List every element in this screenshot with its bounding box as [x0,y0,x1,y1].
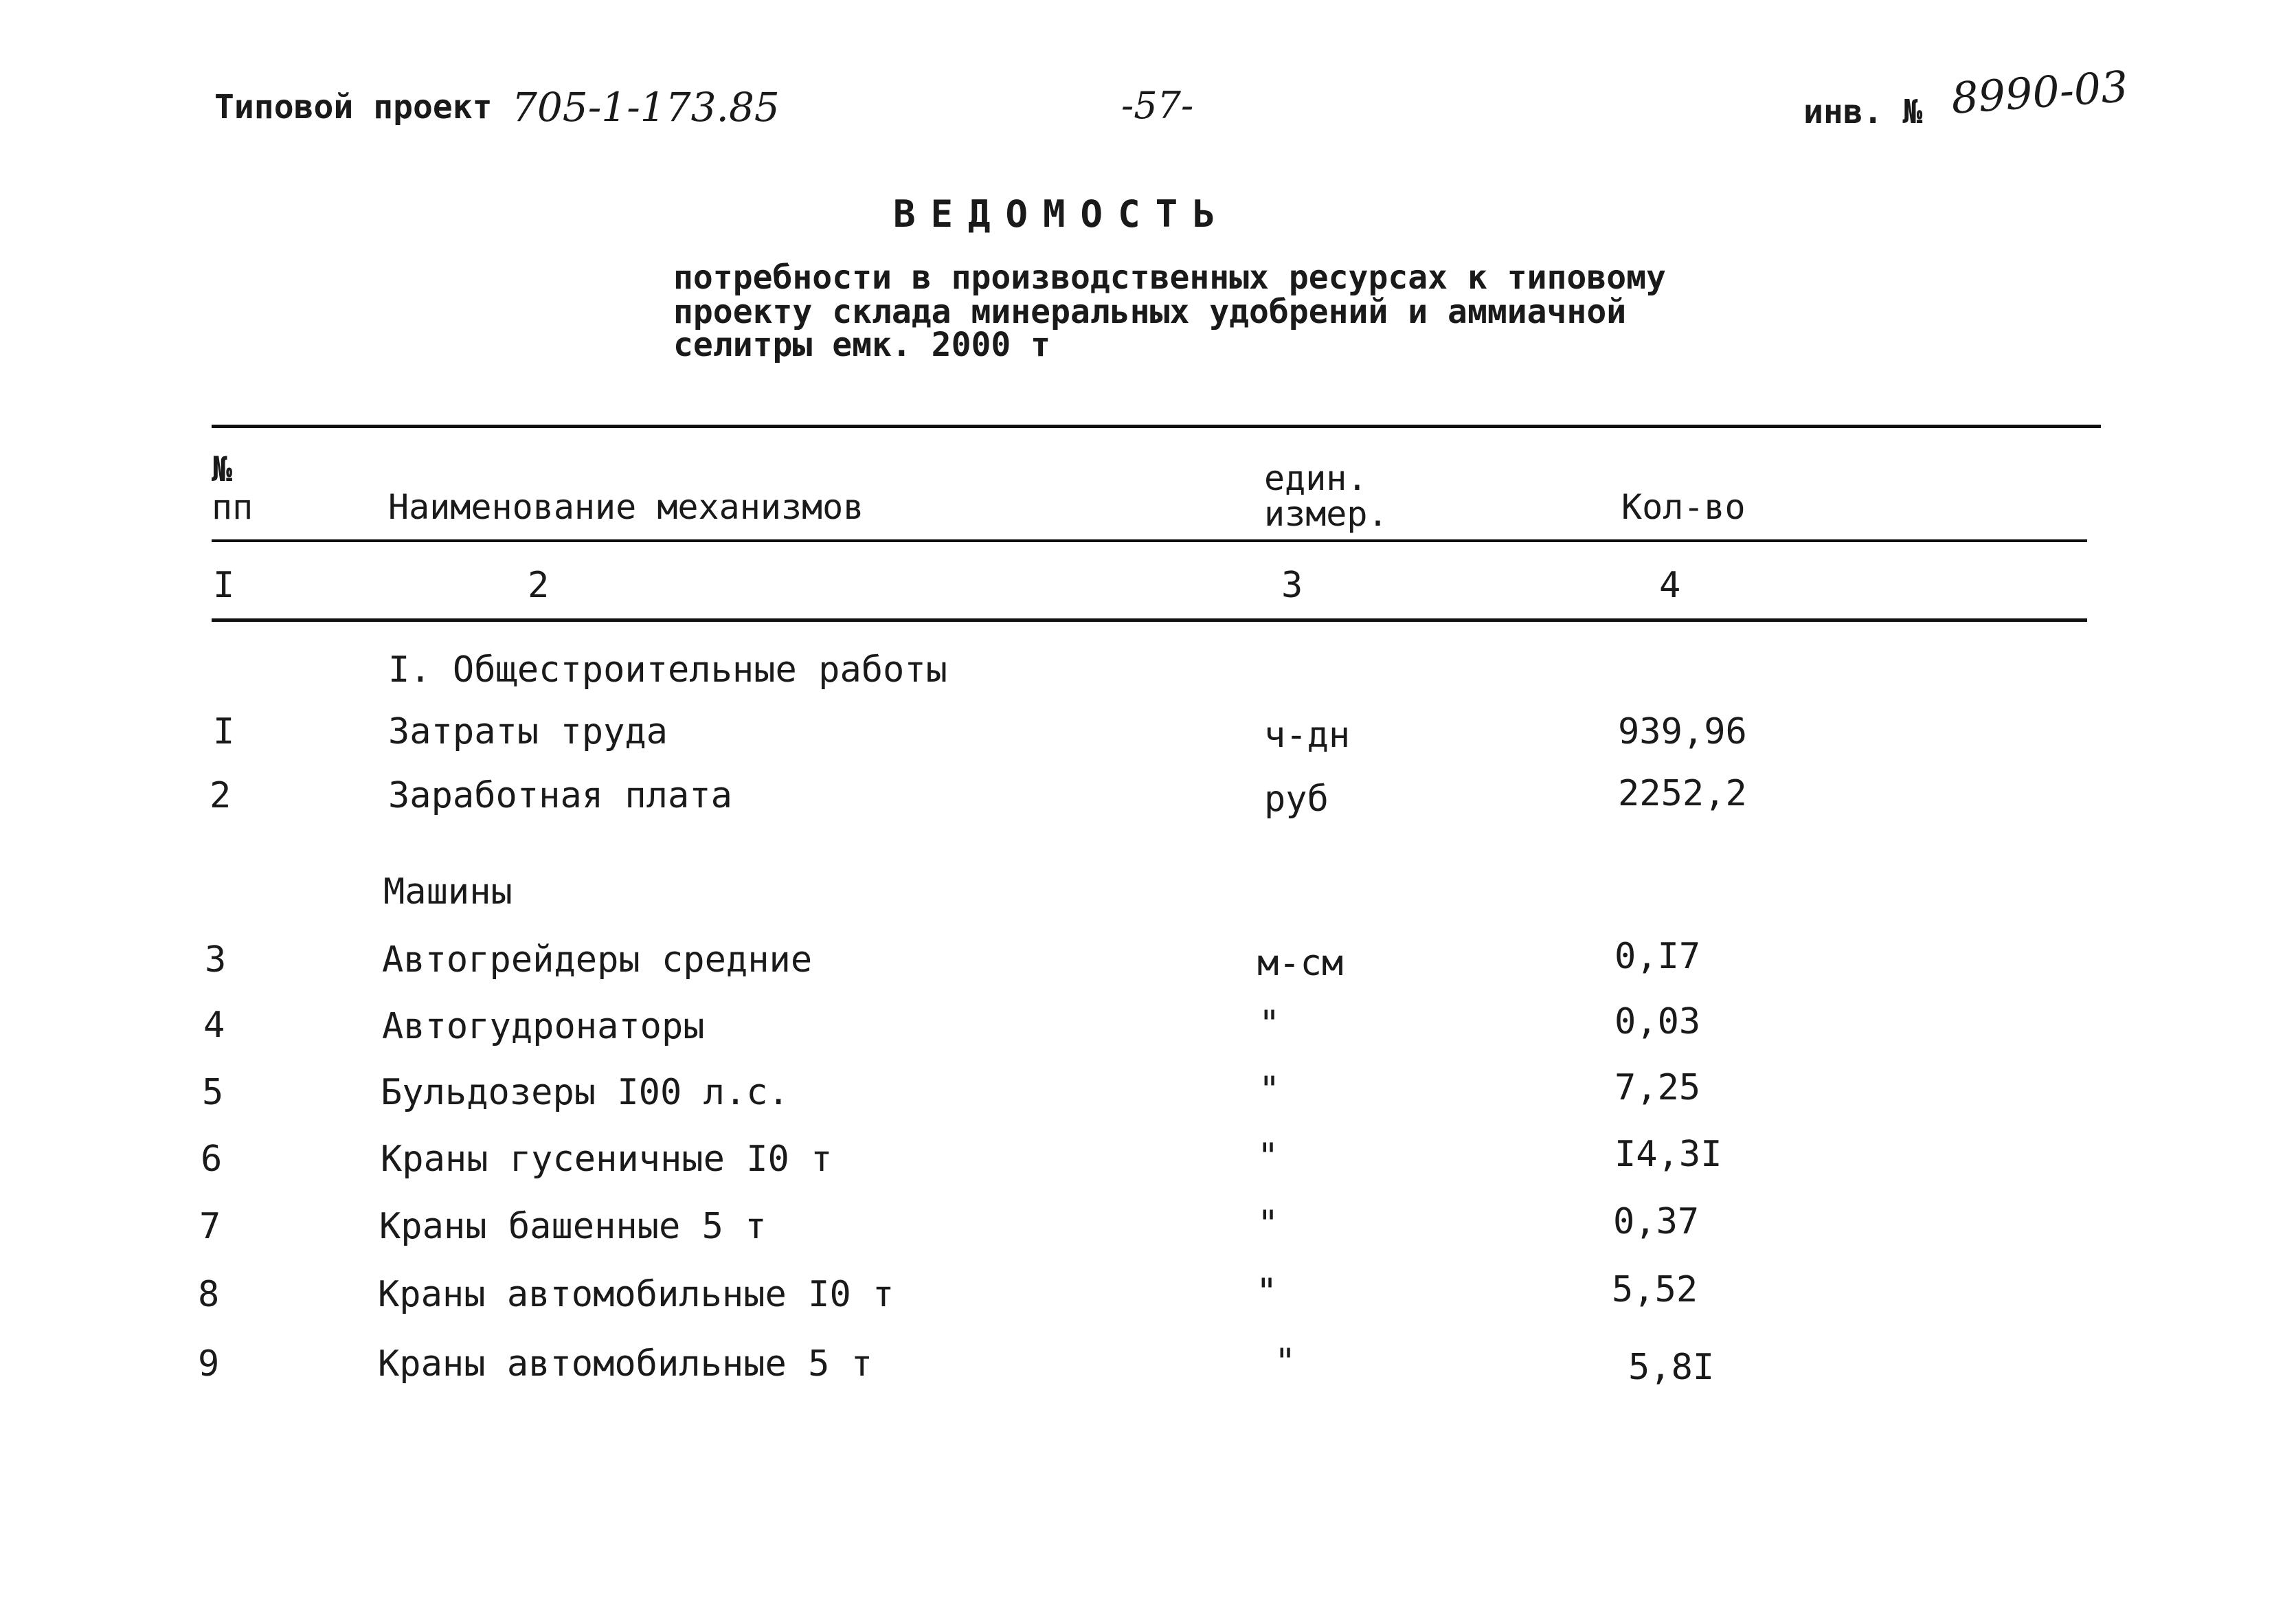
row-unit: " [1257,1136,1279,1177]
project-number: 705-1-173.85 [512,84,780,131]
row-num: 8 [198,1274,220,1315]
row-num: 6 [201,1139,223,1180]
section-title: I. Общестроительные работы [388,649,947,691]
project-label: Типовой проект [214,88,493,126]
row-name: Краны башенные 5 т [379,1206,767,1247]
machines-title: Машины [383,871,513,913]
row-name: Краны автомобильные I0 т [378,1274,894,1315]
row-qty: 5,8I [1628,1347,1715,1388]
colnum-3: 3 [1281,565,1303,606]
row-name: Краны гусеничные I0 т [381,1139,833,1180]
row-qty: 0,03 [1614,1001,1701,1042]
row-qty: I4,3I [1614,1134,1722,1175]
row-num: 2 [210,775,232,816]
header-num-line1: № [212,449,233,489]
header-qty: Кол-во [1621,487,1746,527]
row-unit: руб [1264,779,1329,820]
row-name: Заработная плата [388,775,732,816]
row-unit: " [1256,1271,1278,1312]
row-num: 7 [199,1206,221,1247]
row-unit: " [1259,1069,1281,1110]
subtitle-line-1: потребности в производственных ресурсах к типовому [673,258,1666,297]
header-num-line2: пп [212,487,254,527]
row-name: Затраты труда [388,711,668,752]
row-num: 4 [203,1005,225,1046]
header-bottom-rule [212,539,2087,542]
header-unit-line2: измер. [1264,494,1388,534]
row-qty: 939,96 [1618,711,1747,752]
subtitle-line-2: проекту склада минеральных удобрений и аммиачной [673,293,1627,331]
row-unit: " [1259,1003,1281,1044]
row-name: Автогудронаторы [382,1006,705,1047]
row-unit: " [1257,1203,1279,1244]
header-unit-line1: един. [1264,458,1368,498]
inv-label: инв. № [1803,93,1923,131]
row-name: Краны автомобильные 5 т [378,1343,873,1385]
row-unit: ч-дн [1264,715,1351,756]
row-qty: 7,25 [1614,1067,1701,1108]
row-num: I [213,711,235,752]
row-name: Автогрейдеры средние [382,939,813,981]
colnum-4: 4 [1659,565,1681,606]
header-name: Наименование механизмов [388,487,864,527]
row-qty: 5,52 [1612,1269,1698,1310]
row-name: Бульдозеры I00 л.с. [381,1072,789,1113]
row-num: 3 [205,939,227,981]
row-num: 9 [198,1343,220,1385]
row-unit: м-см [1257,943,1344,984]
row-num: 5 [202,1072,224,1113]
row-unit: " [1274,1341,1296,1383]
page-number: -57- [1121,84,1194,127]
table-top-rule [212,425,2101,428]
row-qty: 0,I7 [1614,936,1701,977]
row-qty: 2252,2 [1618,773,1747,814]
inv-number: 8990-03 [1949,61,2130,124]
colnum-bottom-rule [212,618,2087,622]
document-title: ВЕДОМОСТЬ [893,192,1230,236]
row-qty: 0,37 [1613,1201,1700,1242]
subtitle-line-3: селитры емк. 2000 т [673,326,1051,364]
colnum-1: I [213,565,235,606]
colnum-2: 2 [528,565,550,606]
